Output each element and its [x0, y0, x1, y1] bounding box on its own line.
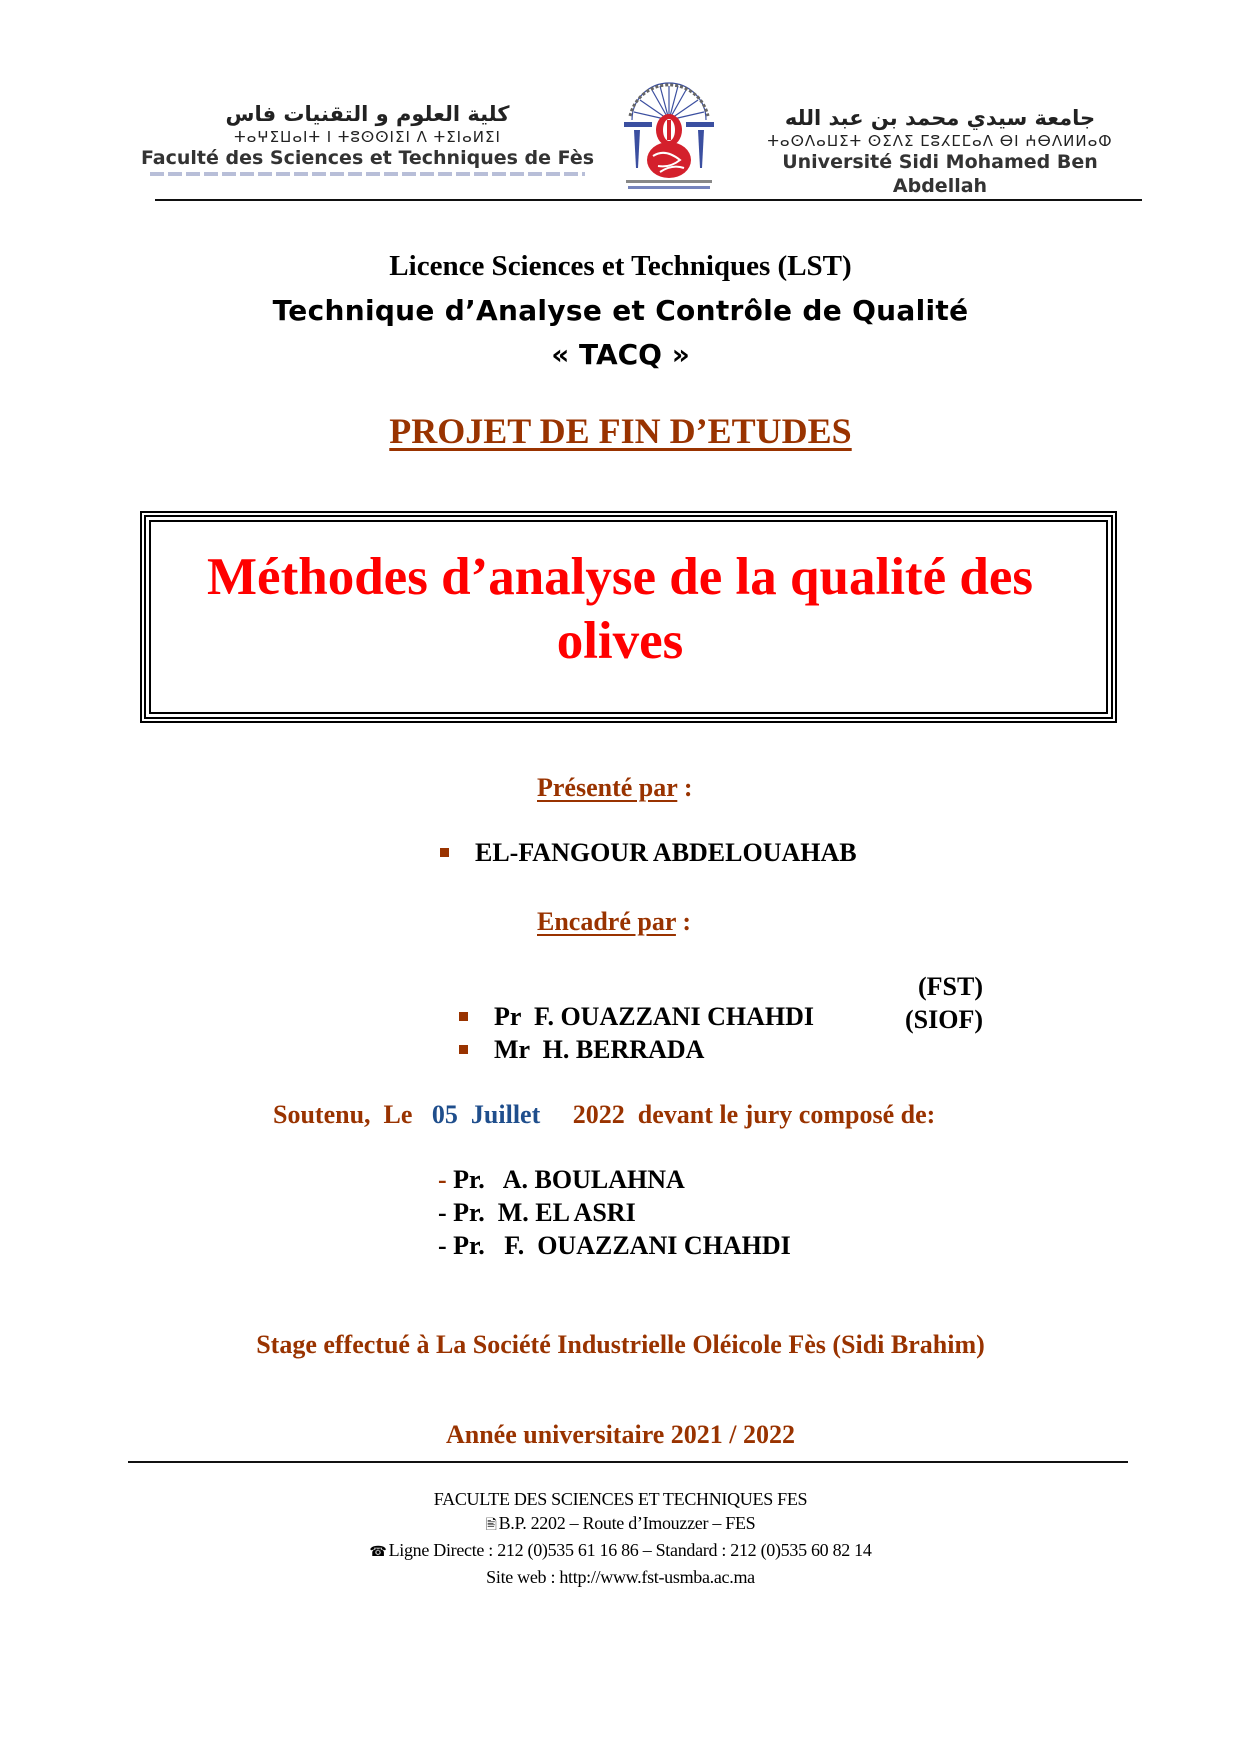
internship-location: Stage effectué à La Société Industrielle Oléicole Fès (Sidi Brahim)	[256, 1330, 985, 1359]
project-label: PROJET DE FIN D’ETUDES	[389, 411, 852, 451]
faculty-header	[140, 100, 595, 176]
thesis-title-line2: olives	[556, 612, 684, 670]
jury-member: - Pr. F. OUAZZANI CHAHDI	[438, 1231, 791, 1260]
track-title: Technique d’Analyse et Contrôle de Qualité	[272, 294, 969, 327]
university-name-french: Université Sidi Mohamed Ben Abdellah	[782, 151, 1098, 197]
supervisor-affiliation: (SIOF)	[905, 1005, 983, 1034]
university-header	[740, 104, 1140, 198]
footer	[0, 1487, 1241, 1589]
university-name-tifinagh: ⵜⴰⵙⴷⴰⵡⵉⵜ ⵙⵉⴷⵉ ⵎⵓⵃⵎⵎⴰⴷ ⴱⵏ ⵄⴱⴷⵍⵍⴰⵀ	[767, 132, 1113, 150]
thesis-title	[170, 545, 1070, 673]
supervisor-item	[446, 1005, 704, 1065]
jury-member: - Pr. M. EL ASRI	[438, 1198, 636, 1227]
faculty-underline-decoration	[150, 172, 585, 176]
university-name-arabic: جامعة سيدي محمد بن عبد الله	[784, 106, 1096, 130]
footer-institution: FACULTE DES SCIENCES ET TECHNIQUES FES	[433, 1489, 808, 1509]
thesis-title-line1: Méthodes d’analyse de la qualité des	[207, 548, 1033, 606]
bullet-square-icon	[440, 848, 449, 857]
track-acronym: « TACQ »	[551, 338, 690, 371]
mailbox-icon: 🖹	[485, 1518, 497, 1533]
footer-website: Site web : http://www.fst-usmba.ac.ma	[486, 1567, 755, 1587]
jury-member: - Pr. A. BOULAHNA	[438, 1165, 685, 1194]
footer-address: 🖹 B.P. 2202 – Route d’Imouzzer – FES	[0, 1511, 1241, 1538]
student-name: EL-FANGOUR ABDELOUAHAB	[475, 838, 857, 867]
faculty-name-arabic: كلية العلوم و التقنيات فاس	[225, 102, 510, 126]
defense-date: 05 Juillet	[431, 1100, 541, 1129]
bullet-square-icon	[459, 1045, 468, 1054]
supervisor-name: Pr F. OUAZZANI CHAHDI	[494, 1002, 814, 1031]
supervised-by-label: Encadré par :	[537, 907, 692, 936]
university-emblem-icon	[620, 68, 718, 194]
supervisor-affiliation: (FST)	[918, 972, 983, 1001]
faculty-name-tifinagh: ⵜⴰⵖⵉⵡⴰⵏⵜ ⵏ ⵜⵓⵙⵙⵏⵉⵏ ⴷ ⵜⵉⵏⴰⵍⵉⵏ	[234, 128, 501, 146]
telephone-icon: ☎	[369, 1545, 387, 1560]
presented-by-label: Présenté par :	[537, 773, 693, 802]
academic-year: Année universitaire 2021 / 2022	[445, 1420, 796, 1449]
supervisor-name: Mr H. BERRADA	[494, 1035, 705, 1064]
degree-title: Licence Sciences et Techniques (LST)	[389, 250, 852, 282]
header-divider	[155, 199, 1142, 201]
defense-statement: Soutenu, Le 05 Juillet 2022 devant le jury composé de:	[273, 1100, 936, 1129]
footer-divider	[128, 1461, 1128, 1463]
faculty-name-french: Faculté des Sciences et Techniques de Fès	[140, 147, 595, 169]
student-item	[440, 838, 857, 868]
footer-phone: ☎ Ligne Directe : 212 (0)535 61 16 86 – Standard : 212 (0)535 60 82 14	[0, 1538, 1241, 1565]
